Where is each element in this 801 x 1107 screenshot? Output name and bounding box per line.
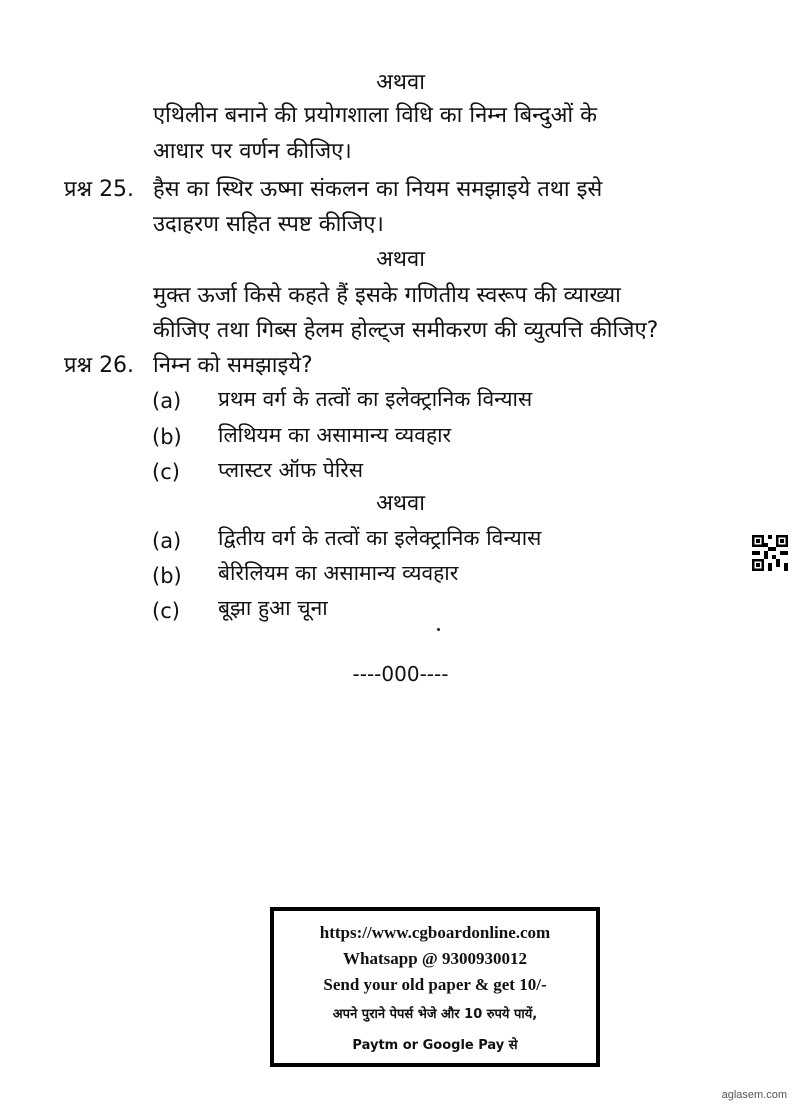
q26-number: प्रश्न 26.	[64, 353, 135, 378]
end-marker: ----000----	[352, 662, 449, 686]
promo-url[interactable]: https://www.cgboardonline.com	[319, 923, 551, 942]
q25-number: प्रश्न 25.	[64, 177, 135, 202]
q26-option-text-c: प्लास्टर ऑफ पेरिस	[218, 458, 364, 482]
or-label-q24: अथवा	[376, 70, 425, 95]
promo-payment: Paytm or Google Pay से	[352, 1038, 518, 1053]
q25-alt-line2: कीजिए तथा गिब्स हेलम होल्ट्ज समीकरण की व्युत्पत्ति कीजिए?	[153, 318, 659, 343]
q24-alt-line2: आधार पर वर्णन कीजिए।	[153, 139, 352, 164]
q25-alt-line1: मुक्त ऊर्जा किसे कहते हैं इसके गणितीय स्वरूप की व्याख्या	[153, 283, 621, 308]
or-label-q25: अथवा	[376, 247, 425, 272]
stray-dot	[437, 628, 440, 631]
q26-text: निम्न को समझाइये?	[153, 353, 313, 378]
q26-alt-option-text-c: बूझा हुआ चूना	[218, 596, 328, 620]
q25-line2: उदाहरण सहित स्पष्ट कीजिए।	[153, 212, 384, 237]
promo-hindi-offer: अपने पुराने पेपर्स भेजे और 10 रुपये पायें,	[332, 1007, 538, 1022]
promo-offer: Send your old paper & get 10/-	[323, 975, 547, 994]
q26-option-label-c: (c)	[152, 460, 180, 484]
q26-alt-option-text-b: बेरिलियम का असामान्य व्यवहार	[218, 561, 459, 585]
qr-code-icon	[752, 535, 788, 571]
q26-option-label-a: (a)	[152, 389, 182, 413]
q25-line1: हैस का स्थिर ऊष्मा संकलन का नियम समझाइये तथा इसे	[153, 177, 603, 202]
q26-alt-option-text-a: द्वितीय वर्ग के तत्वों का इलेक्ट्रानिक विन्यास	[218, 526, 542, 550]
q26-option-label-b: (b)	[152, 425, 182, 449]
q26-alt-option-label-b: (b)	[152, 564, 182, 588]
q26-option-text-b: लिथियम का असामान्य व्यवहार	[218, 423, 452, 447]
footer-watermark: aglasem.com	[721, 1089, 787, 1101]
or-label-q26: अथवा	[376, 491, 425, 516]
promo-box	[270, 907, 600, 1067]
promo-whatsapp: Whatsapp @ 9300930012	[343, 949, 527, 968]
q26-alt-option-label-a: (a)	[152, 529, 182, 553]
q26-option-text-a: प्रथम वर्ग के तत्वों का इलेक्ट्रानिक विन्यास	[218, 387, 533, 411]
q24-alt-line1: एथिलीन बनाने की प्रयोगशाला विधि का निम्न बिन्दुओं के	[153, 103, 598, 128]
q26-alt-option-label-c: (c)	[152, 599, 180, 623]
